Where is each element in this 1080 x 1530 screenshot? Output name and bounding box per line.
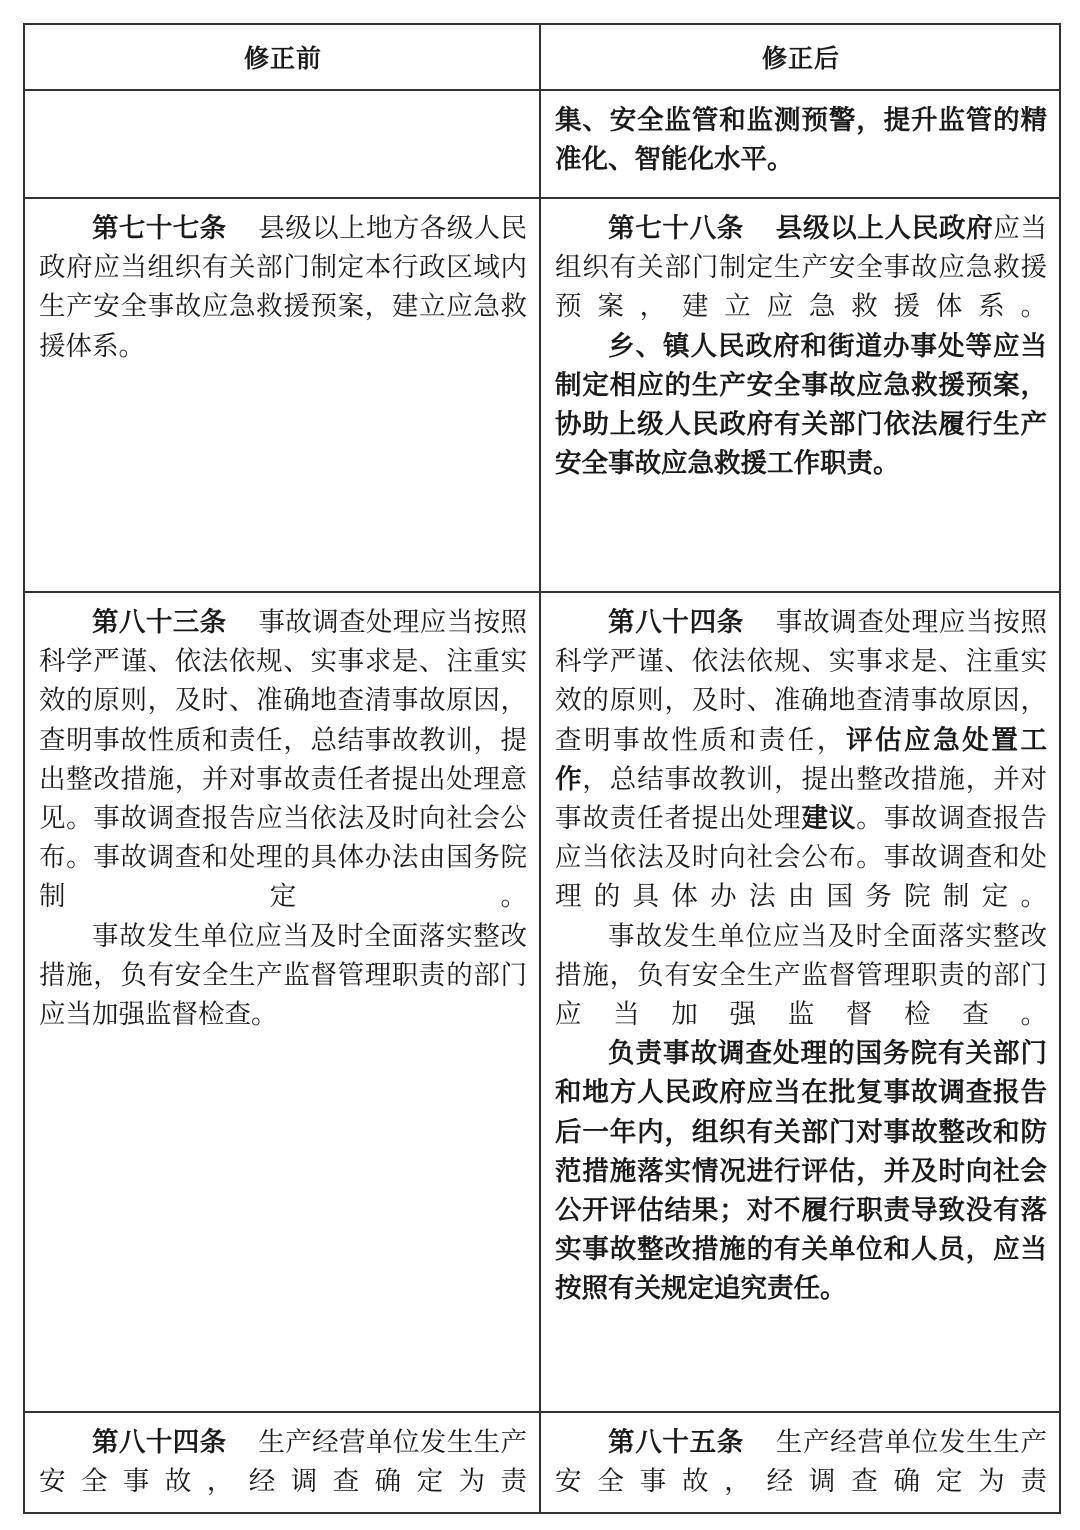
amended-text: 负责事故调查处理的国务院有关部门和地方人民政府应当在批复事故调查报告后一年内，组织有关部门对事故整改和防范措施落实情况进行评估，并及时向社会公开评估结果；对不履行职责导致没有落实事故整改措施的有关单位和人员，应当按照有关规定追究责任。 <box>555 1038 1047 1305</box>
paragraph <box>555 1423 1047 1501</box>
paragraph <box>39 603 527 917</box>
header-after: 修正后 <box>540 24 1060 90</box>
cell-after <box>540 198 1060 592</box>
cell-after <box>540 1412 1060 1513</box>
comparison-table <box>23 23 1061 1514</box>
text-segment: 事故调查处理应当按照科学严谨、依法依规、实事求是、注重实效的原则，及时、准确地查清事故原因，查明事故性质和责任， <box>555 607 1048 756</box>
paragraph <box>555 917 1047 1035</box>
paragraph <box>39 917 527 1035</box>
cell-after <box>540 592 1060 1412</box>
table-row <box>24 1412 1060 1513</box>
header-row <box>24 24 1060 90</box>
cell-after <box>540 90 1060 198</box>
article-number: 第八十五条 <box>608 1427 744 1458</box>
table-row <box>24 90 1060 198</box>
amended-text: 评估应急处置工作 <box>555 724 1047 795</box>
amended-text: 集、安全监管和监测预警，提升监管的精准化、智能化水平。 <box>555 105 1047 176</box>
text-segment: ，总结事故教训，提出整改措施，并对事故责任者提出处理 <box>555 763 1048 835</box>
paragraph <box>555 209 1047 327</box>
paragraph <box>39 209 527 366</box>
amended-text: 乡、镇人民政府和街道办事处等应当制定相应的生产安全事故应急救援预案，协助上级人民政府有关部门依法履行生产安全事故应急救援工作职责。 <box>555 330 1047 480</box>
text-segment: 生产经营单位发生生产安全事故，经调查确定为责 <box>39 1427 528 1498</box>
article-number: 第七十八条 <box>608 213 744 244</box>
cell-before <box>24 1412 540 1513</box>
cell-before <box>24 592 540 1412</box>
cell-before <box>24 90 540 198</box>
paragraph <box>555 603 1047 917</box>
article-number: 第八十三条 <box>92 607 227 638</box>
article-number: 第八十四条 <box>608 607 744 638</box>
header-before: 修正前 <box>24 24 540 90</box>
text-segment: 事故发生单位应当及时全面落实整改措施，负有安全生产监督管理职责的部门应当加强监督检查。 <box>555 920 1047 1031</box>
article-number: 第八十四条 <box>92 1427 227 1458</box>
paragraph <box>39 1423 527 1501</box>
paragraph <box>555 327 1047 484</box>
amended-text: 县级以上人民政府 <box>775 213 994 244</box>
article-number: 第七十七条 <box>92 213 227 244</box>
text-segment: 。事故调查报告应当依法及时向社会公布。事故调查和处理的具体办法由国务院制定。 <box>555 803 1048 913</box>
amended-text: 建议 <box>801 803 857 835</box>
text-segment: 事故调查处理应当按照科学严谨、依法依规、实事求是、注重实效的原则，及时、准确地查清事故原因，查明事故性质和责任，总结事故教训，提出整改措施，并对事故责任者提出处理意见。事故调查报告应当依法及时向社会公布。事故调查和处理的具体办法由国务院制定。 <box>39 607 528 913</box>
text-segment: 应当组织有关部门制定生产安全事故应急救援预案，建立应急救援体系。 <box>555 213 1048 323</box>
paragraph <box>555 1034 1047 1308</box>
text-segment: 县级以上地方各级人民政府应当组织有关部门制定本行政区域内生产安全事故应急救援预案，建立应急救援体系。 <box>39 213 528 362</box>
paragraph <box>555 101 1047 179</box>
table-row <box>24 592 1060 1412</box>
text-segment: 事故发生单位应当及时全面落实整改措施，负有安全生产监督管理职责的部门应当加强监督检查。 <box>39 920 527 1031</box>
table-row <box>24 198 1060 592</box>
cell-before <box>24 198 540 592</box>
text-segment: 生产经营单位发生生产安全事故，经调查确定为责 <box>555 1427 1048 1498</box>
